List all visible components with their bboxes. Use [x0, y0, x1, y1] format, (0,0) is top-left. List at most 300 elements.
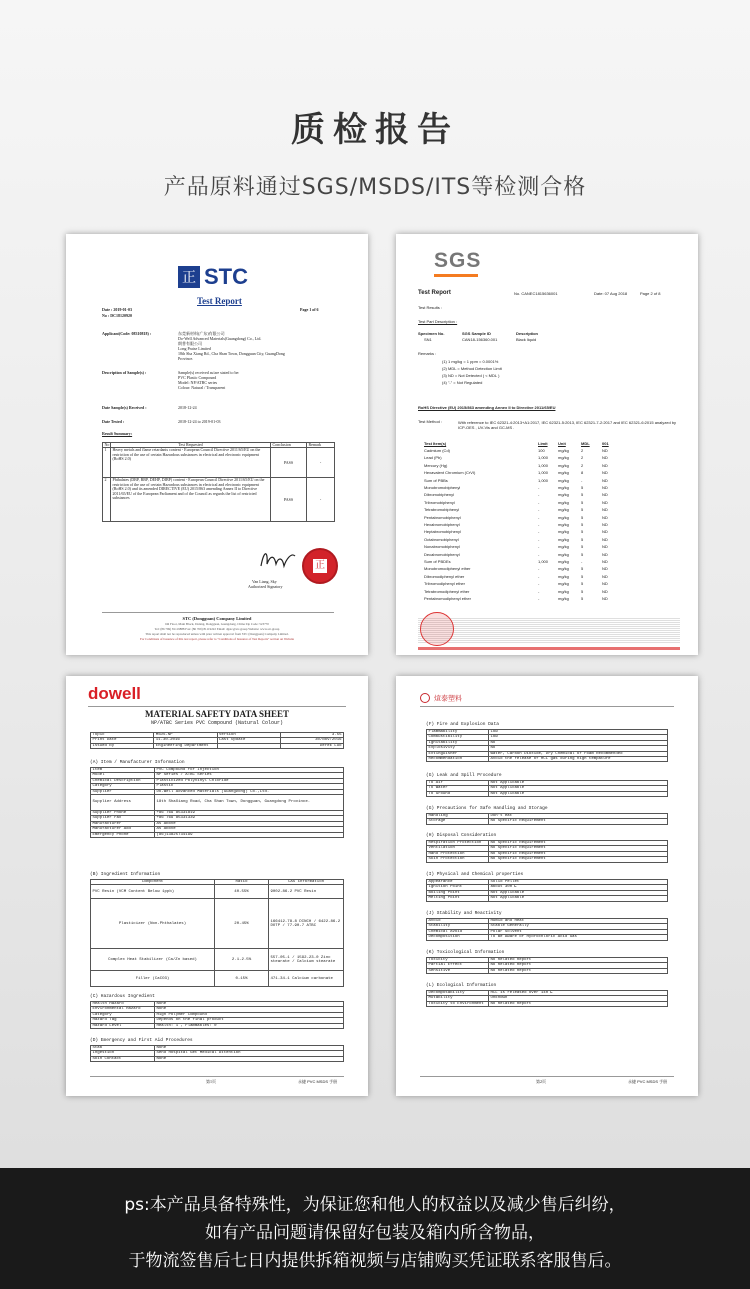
table-row — [427, 1001, 668, 1006]
sgs-results-label: Test Results : — [418, 305, 443, 310]
table-cell: Decomposition — [427, 935, 489, 940]
table-cell: NP Series / ATBC Series — [155, 773, 344, 778]
sgs-spec-cell: CAN18-156360.001 — [462, 337, 498, 342]
stc-applicant-line: 18th Sha Xiang Rd., Cha Shan Town, Dongguan City, GuangDong — [178, 351, 285, 356]
sgs-fineprint — [418, 618, 680, 644]
sgs-item-value: mg/kg — [558, 507, 569, 513]
sgs-item-name: Monobromodiphenyl ether — [424, 566, 471, 572]
msds-section-table — [426, 813, 668, 825]
sgs-item-value: 2 — [581, 448, 584, 453]
msds-section-table — [426, 729, 668, 762]
sgs-item-value: mg/kg — [558, 596, 569, 601]
sgs-item-value: - — [538, 596, 540, 601]
sgs-item-value: ND — [602, 485, 608, 490]
sgs-item-name: Sum of PBBs — [424, 477, 448, 483]
sgs-item-value: ND — [602, 507, 608, 513]
table-cell: Appearance — [427, 880, 489, 885]
sgs-logo — [430, 248, 482, 274]
msds-section-heading: (G) Leak and Spill Procedure — [426, 773, 502, 778]
table-cell: Plasticized Polyvinyl Chloride — [155, 778, 344, 783]
table-row — [91, 1023, 344, 1028]
table-cell: No Related Report — [489, 958, 668, 963]
sgs-item-value: mg/kg — [558, 559, 569, 564]
table-cell: To Ground — [427, 791, 489, 796]
sgs-item-value: 5 — [581, 596, 584, 601]
table-cell: - — [307, 478, 335, 522]
table-row — [103, 448, 335, 478]
stc-desc-line: Colour: Natural / Transparent — [178, 385, 226, 390]
sgs-item-name: Tribromodiphenyl ether — [424, 581, 465, 587]
table-cell: Skin Protection — [427, 857, 489, 862]
table-cell: Chemical Avoid — [427, 929, 489, 934]
msds-ingredient-table — [90, 879, 344, 987]
sgs-spec-cell: SN1 — [424, 337, 432, 342]
table-row — [427, 857, 668, 862]
table-cell: PASS — [271, 478, 307, 522]
stc-contact: Tel: (86 769) 81119888 Fax: (86 769) 81119222 Email: dgstc@stc.group Website: www.stc.group — [154, 627, 280, 631]
sgs-item-value: - — [581, 559, 583, 564]
table-cell: Sensitive — [427, 968, 489, 973]
sgs-item-value: ND — [602, 455, 608, 461]
sgs-item-value: - — [538, 485, 540, 490]
sgs-item-value: ND — [602, 596, 608, 601]
sgs-item-value: - — [538, 529, 540, 535]
table-cell: 557-05-1 / 1592-23-0 Zinc stearate / Calcium stearate — [269, 949, 344, 971]
sgs-item-name: Dibromodiphenyl ether — [424, 573, 465, 579]
section-subtitle: 产品原料通过SGS/MSDS/ITS等检测合格 — [163, 175, 587, 200]
table-cell: Ingestion — [91, 1051, 155, 1056]
table-cell: Health: 1 , Flammables: 0 — [155, 1023, 344, 1028]
table-cell: Engineering Department — [154, 743, 217, 748]
table-cell: HCL is released over 140℃ — [489, 991, 668, 996]
sgs-item-value: mg/kg — [558, 573, 569, 579]
table-cell: Flammability — [427, 730, 489, 735]
table-cell: No Related Report — [489, 1001, 668, 1006]
table-cell: Manufacturer Add — [91, 827, 155, 832]
stc-received-label: Date Sample(s) Received : — [102, 405, 147, 410]
table-header: Remark — [307, 443, 335, 448]
table-cell: Stability — [427, 924, 489, 929]
table-cell: As Above — [155, 821, 344, 826]
table-cell: Toxicity to Environment — [427, 1001, 489, 1006]
sgs-spec-cell: Black liquid — [516, 337, 537, 342]
stc-desc-label: Description of Sample(s) : — [102, 370, 147, 375]
table-header: No — [104, 442, 110, 447]
stc-results-table — [102, 442, 335, 522]
table-cell: Plasticizer (Non-Phthalates) — [91, 899, 215, 949]
table-cell: Decomposability — [427, 991, 489, 996]
sgs-item-value: 1,000 — [538, 455, 549, 461]
section-title: 质检报告 — [291, 110, 459, 150]
table-cell: Category — [91, 1012, 155, 1017]
table-cell: +86 769 85331819 — [155, 810, 344, 815]
msds-section-heading: (I) Physical and Chemical properties — [426, 872, 524, 877]
table-cell: Plastic — [155, 784, 344, 789]
sgs-method-text: With reference to IEC 62321-4:2013+A1:2017, IEC 62321-5:2013, IEC 62321-7-2:2017 and IEC 62321-6:2015 analyzed by ICP-OES , UV-Vis and GC-MS . — [458, 420, 677, 431]
sgs-remark: (1) 1 mg/kg = 1 ppm = 0.0001% — [442, 359, 499, 364]
msds-section-a: (A) Item / Manufacturer Information — [90, 760, 185, 765]
table-cell: No Specific Requirement — [489, 857, 668, 862]
sgs-report-date: Date: 07 Aug 2018 — [594, 291, 628, 296]
sgs-item-value: 5 — [581, 581, 584, 587]
stc-applicant-line: 朗普有限公司 — [178, 341, 202, 346]
table-cell: 20-45% — [215, 899, 269, 949]
notice-line-1: ps:本产品具备特殊性，为保证您和他人的权益以及减少售后纠纷， — [124, 1195, 626, 1215]
sgs-remarks-label: Remarks : — [418, 351, 437, 356]
sgs-item-name: Hexabromobiphenyl — [424, 522, 460, 527]
table-cell: No Specific Requirement — [489, 819, 668, 824]
sgs-item-value: - — [538, 551, 540, 557]
sgs-item-value: ND — [602, 514, 608, 520]
table-cell: Supplier Phone — [91, 810, 155, 815]
msds-footer-brand: 永捷 PVC MSDS 手册 — [298, 1079, 338, 1084]
sgs-item-value: ND — [602, 529, 608, 535]
table-cell: Solid Pellet — [489, 880, 668, 885]
notice-line-3: 于物流签售后七日内提供拆箱视频与店铺购买凭证联系客服售后。 — [128, 1251, 622, 1271]
msds-section-heading: (G) Precautions for Safe Handling and Storage — [426, 806, 548, 811]
stc-signer-title: Authorized Signatory — [248, 584, 283, 589]
table-cell: Print Date — [91, 738, 154, 743]
table-cell: None — [155, 1056, 344, 1061]
table-cell: Filler (CaCO3) — [91, 971, 215, 987]
table-cell: Item — [91, 768, 155, 773]
table-cell: Extinguisher — [427, 751, 489, 756]
table-row — [91, 832, 344, 837]
sgs-item-value: - — [538, 514, 540, 520]
stc-date: Date : 2019-01-03 — [102, 307, 132, 312]
sgs-item-value: 5 — [581, 573, 584, 579]
table-header: Test Requested — [111, 443, 271, 448]
msds-2-body — [396, 676, 698, 1096]
table-cell: Ignition Point — [427, 885, 489, 890]
sgs-item-value: 5 — [581, 514, 584, 520]
table-cell: Supplier Address — [91, 794, 155, 810]
table-cell: To Air — [427, 781, 489, 786]
sgs-item-value: ND — [602, 492, 608, 498]
sgs-spec-header: SGS Sample ID — [462, 331, 491, 336]
table-cell: None — [155, 1046, 344, 1051]
stc-signer-name: Van Liang, Sky — [252, 579, 277, 584]
table-cell: No Specific Requirement — [489, 846, 668, 851]
table-cell: Supplier Fax — [91, 816, 155, 821]
sgs-item-value: 5 — [581, 536, 584, 542]
stc-applicant-label: Applicant(Code: 08310818) : — [102, 331, 152, 336]
stc-applicant-line: 东莞新材料(广东)有限公司 — [178, 331, 225, 336]
sgs-item-name: Octabromobiphenyl — [424, 536, 459, 542]
msds-footer-page: 第1页 — [206, 1079, 216, 1084]
stc-applicant-line: Long Praise Limited — [178, 346, 211, 351]
sgs-item-value: ND — [602, 499, 608, 505]
table-cell: Combustibility — [427, 735, 489, 740]
sgs-col-header: MDL — [581, 441, 590, 446]
table-cell: 11-30-2016 — [154, 738, 217, 743]
sgs-item-value: 5 — [581, 492, 584, 498]
sgs-item-value: 2 — [581, 455, 584, 461]
table-cell: - — [307, 448, 335, 478]
table-cell: Recommendation — [427, 756, 489, 761]
msds-section-table — [426, 990, 668, 1007]
stc-report-title: Test Report — [197, 296, 242, 306]
sgs-item-name: Dibromobiphenyl — [424, 492, 455, 498]
table-cell: +86 769 85331339 — [155, 816, 344, 821]
sgs-item-name: Lead (Pb) — [424, 455, 442, 461]
notice-line-2: 如有产品问题请保留好包装及箱内所含物品， — [205, 1223, 545, 1243]
msds-section-heading: (J) Stability and Reactivity — [426, 911, 502, 916]
sgs-item-value: 1,000 — [538, 559, 549, 564]
table-cell: 471-34-1 Calcium carbonate — [269, 971, 344, 987]
table-cell: Ventilation — [427, 846, 489, 851]
table-cell: Derek Luo — [280, 743, 343, 748]
sgs-item-name: Cadmium (Cd) — [424, 448, 451, 453]
sgs-item-value: ND — [602, 566, 608, 572]
table-cell: (86)13825734199 — [155, 832, 344, 837]
sgs-report-page: Page 2 of 8 — [640, 291, 661, 296]
sgs-item-value: mg/kg — [558, 492, 569, 498]
sgs-item-value: 2 — [581, 462, 584, 468]
sgs-part-label: Test Part Description : — [418, 319, 458, 324]
sgs-item-name: Pentabromodiphenyl ether — [424, 596, 471, 601]
table-cell: PVC Compound for Injection — [155, 768, 344, 773]
sgs-col-header: 001 — [602, 441, 609, 446]
msds-section-table — [426, 840, 668, 863]
table-cell: Avoid the release of HCL gas during high tempature — [489, 756, 668, 761]
table-cell: Toxicity — [427, 958, 489, 963]
table-cell: No Related Report — [489, 968, 668, 973]
sgs-item-value: ND — [602, 551, 608, 557]
sgs-item-value: mg/kg — [558, 514, 569, 520]
table-cell: Stab — [91, 1046, 155, 1051]
msds-footer-rule — [90, 1076, 344, 1077]
table-cell: Partial Effect — [427, 963, 489, 968]
table-cell: Depends on the final product — [155, 1018, 344, 1023]
table-cell: Low — [489, 735, 668, 740]
table-cell: 166412-78-8 DINCH / 6422-86-2 DOTP / 77-90-7 ATBC — [269, 899, 344, 949]
msds-page-1 — [66, 676, 368, 1096]
table-cell: Melting Point — [427, 896, 489, 901]
table-row — [91, 899, 344, 949]
table-cell: No Specific Requirement — [489, 841, 668, 846]
table-row — [427, 756, 668, 761]
table-cell: Boiling Point — [427, 890, 489, 895]
msds-section-heading: (F) Fire and Explosion Data — [426, 722, 499, 727]
table-header: CAS information — [269, 880, 344, 885]
sgs-item-value: ND — [602, 448, 608, 453]
sgs-item-name: Decabromobiphenyl — [424, 551, 460, 557]
table-cell: Issued by — [91, 743, 154, 748]
sgs-item-value: mg/kg — [558, 477, 569, 483]
table-header: Conclusion — [271, 443, 307, 448]
sgs-item-value: - — [538, 544, 540, 550]
sgs-col-header: Test Item(s) — [424, 441, 447, 446]
table-cell: Last Update — [217, 738, 280, 743]
stc-desc-line: PVC Plastic Compound — [178, 375, 217, 380]
xuantai-logo-text: 煊泰塑料 — [434, 694, 462, 703]
msds-meta-table — [90, 732, 344, 749]
sgs-item-value: ND — [602, 581, 608, 587]
table-cell: Stable Generally — [489, 924, 668, 929]
stc-received-value: 2018-12-24 — [178, 405, 197, 410]
sgs-item-value: 5 — [581, 529, 584, 535]
sgs-report-no: No. CANEC1815636001 — [514, 291, 558, 296]
table-cell: None — [155, 1002, 344, 1007]
table-cell: Model — [91, 773, 155, 778]
sgs-item-name: Pentabromobiphenyl — [424, 514, 461, 520]
sgs-item-name: Hexavalent Chromium (CrVI) — [424, 470, 476, 476]
table-cell: Topic — [91, 733, 154, 738]
table-cell: Not Applicable — [489, 890, 668, 895]
msds-section-heading: (H) Disposal Consideration — [426, 833, 497, 838]
table-row — [427, 791, 668, 796]
sgs-item-value: mg/kg — [558, 448, 569, 453]
table-cell: Chemical Description — [91, 778, 155, 783]
msds-section-table — [426, 879, 668, 902]
table-cell: Not Applicable — [489, 786, 668, 791]
stc-footer-rule — [102, 612, 334, 613]
sgs-item-value: 5 — [581, 544, 584, 550]
table-cell: 2 — [103, 478, 111, 522]
sgs-remark: (4) "-" = Not Regulated — [442, 380, 483, 385]
table-cell: PVC Resin (VCM Content Below 1ppb) — [91, 885, 215, 899]
sgs-col-header: Limit — [538, 441, 548, 446]
sgs-item-value: 1,000 — [538, 477, 549, 483]
table-cell: Not Applicable — [489, 896, 668, 901]
table-cell: Complex Heat Stabilizer (Ca/Zn based) — [91, 949, 215, 971]
stc-desc-line: Model: NP/ATBC series — [178, 380, 218, 385]
table-cell: Send Hospital Get Medical Attention — [155, 1051, 344, 1056]
table-cell: Emergency Phone — [91, 832, 155, 837]
sgs-item-value: 5 — [581, 485, 584, 490]
sgs-item-value: - — [538, 573, 540, 579]
sgs-item-value: 8 — [581, 470, 584, 476]
table-cell: Skin Contact — [91, 1056, 155, 1061]
sgs-method-label: Test Method : — [418, 419, 443, 424]
stc-seal-icon: 正 — [302, 548, 338, 584]
stc-applicant-line: Do-Well Advanced Materials(Guangdong) Co., Ltd. — [178, 336, 262, 341]
table-row — [427, 935, 668, 940]
msds-subtitle: NP/ATBC Series PVC Compound (Natural Colour) — [150, 720, 284, 726]
table-cell: Respiration Protection — [427, 841, 489, 846]
sgs-item-value: ND — [602, 559, 608, 564]
table-row — [91, 971, 344, 987]
sgs-item-value: 1,000 — [538, 470, 549, 476]
msds-info-table — [90, 767, 344, 838]
stc-tested-value: 2018-12-24 to 2019-01-03 — [178, 419, 221, 424]
sgs-item-value: ND — [602, 522, 608, 527]
table-cell: Supplier — [91, 789, 155, 794]
stc-company: STC (Dongguan) Company Limited — [182, 616, 252, 621]
sgs-item-name: Tetrabromobiphenyl — [424, 507, 460, 513]
sgs-item-value: 5 — [581, 507, 584, 513]
table-cell: Handling — [427, 814, 489, 819]
sgs-item-value: ND — [602, 477, 608, 483]
sgs-item-value: - — [538, 588, 540, 594]
msds-hazard-table — [90, 1001, 344, 1029]
sgs-item-value: ND — [602, 573, 608, 579]
sgs-item-value: mg/kg — [558, 536, 569, 542]
table-cell: Unknown — [489, 996, 668, 1001]
sgs-item-name: Tribromobiphenyl — [424, 499, 455, 505]
sgs-item-value: 5 — [581, 551, 584, 557]
sgs-item-value: mg/kg — [558, 455, 569, 461]
sgs-footer-bar — [418, 647, 680, 650]
msds-section-b: (B) Ingredient Information — [90, 872, 161, 877]
table-cell: Polar Solvent — [489, 929, 668, 934]
table-cell: No Related Report — [489, 963, 668, 968]
sgs-item-value: 5 — [581, 522, 584, 527]
table-cell: 40-55% — [215, 885, 269, 899]
table-cell: 30/Nov/2016 — [280, 738, 343, 743]
sgs-report-label: Test Report — [418, 290, 451, 296]
msds-section-heading: (K) Toxicological Information — [426, 950, 505, 955]
msds-section-d: (D) Emergency and First Aid Procedures — [90, 1038, 193, 1043]
sgs-item-value: - — [538, 492, 540, 498]
msds-aid-table — [90, 1045, 344, 1062]
stc-address: 6th Floor, Main Block, Dalang, Dongguan, Guangdong, China Zip Code: 523770 — [165, 622, 269, 626]
sgs-item-value: - — [538, 566, 540, 572]
table-row — [427, 968, 668, 973]
sgs-item-value: mg/kg — [558, 566, 569, 572]
stc-page: Page 1 of 6 — [300, 307, 319, 312]
sgs-results-list — [396, 449, 698, 609]
stc-logo-text: STC — [204, 264, 248, 289]
table-cell: Hazard Level — [91, 1023, 155, 1028]
table-row — [91, 885, 344, 899]
table-cell: None — [155, 1007, 344, 1012]
sgs-item-name: Sum of PBDEs — [424, 559, 451, 564]
stc-applicant-line: Province. — [178, 356, 194, 361]
sgs-stamp-icon — [420, 612, 454, 646]
sgs-item-value: - — [581, 477, 583, 483]
sgs-spec-header: Specimen No. — [418, 331, 445, 336]
table-cell: 9002-86-2 PVC Resin — [269, 885, 344, 899]
table-cell: As Above — [155, 827, 344, 832]
table-cell: Version — [217, 733, 280, 738]
msds-section-table — [426, 957, 668, 974]
sgs-item-value: mg/kg — [558, 551, 569, 557]
table-header: Ratio — [215, 880, 269, 885]
table-cell: Hazard Tag — [91, 1018, 155, 1023]
sgs-item-value: ND — [602, 536, 608, 542]
msds-footer-rule — [420, 1076, 674, 1077]
stc-summary-label: Result Summary: — [102, 431, 133, 436]
sgs-item-value: ND — [602, 588, 608, 594]
table-cell: 3.55 — [280, 733, 343, 738]
sgs-item-name: Monobromobiphenyl — [424, 485, 461, 490]
sgs-item-name: Nonabromobiphenyl — [424, 544, 460, 550]
stc-logo-mark: 正 — [178, 266, 200, 288]
stc-tested-label: Date Tested : — [102, 419, 125, 424]
sgs-remark: (2) MDL = Method Detection Limit — [442, 366, 502, 371]
table-cell: Humid and Heat — [489, 919, 668, 924]
sgs-item-name: Mercury (Hg) — [424, 462, 448, 468]
table-row — [91, 1056, 344, 1061]
table-row — [427, 896, 668, 901]
sgs-spec-header: Description — [516, 331, 539, 336]
msds-section-heading: (L) Ecological Information — [426, 983, 497, 988]
sgs-remark: (3) ND = Not Detected ( < MDL ) — [442, 373, 500, 378]
sgs-logo-underline — [434, 274, 478, 277]
table-cell: Environmental Hazard — [91, 1007, 155, 1012]
table-cell: Low — [489, 730, 668, 735]
sgs-item-value: - — [538, 499, 540, 505]
table-cell: To Be Aware of Hydrochloric Acid Gas — [489, 935, 668, 940]
table-cell: 1 — [103, 448, 111, 478]
msds-footer-brand: 永捷 PVC MSDS 手册 — [628, 1079, 668, 1084]
table-cell: PASS — [271, 448, 307, 478]
sgs-item-value: 100 — [538, 448, 545, 453]
sgs-item-value: mg/kg — [558, 470, 569, 476]
signature-image — [258, 546, 298, 574]
